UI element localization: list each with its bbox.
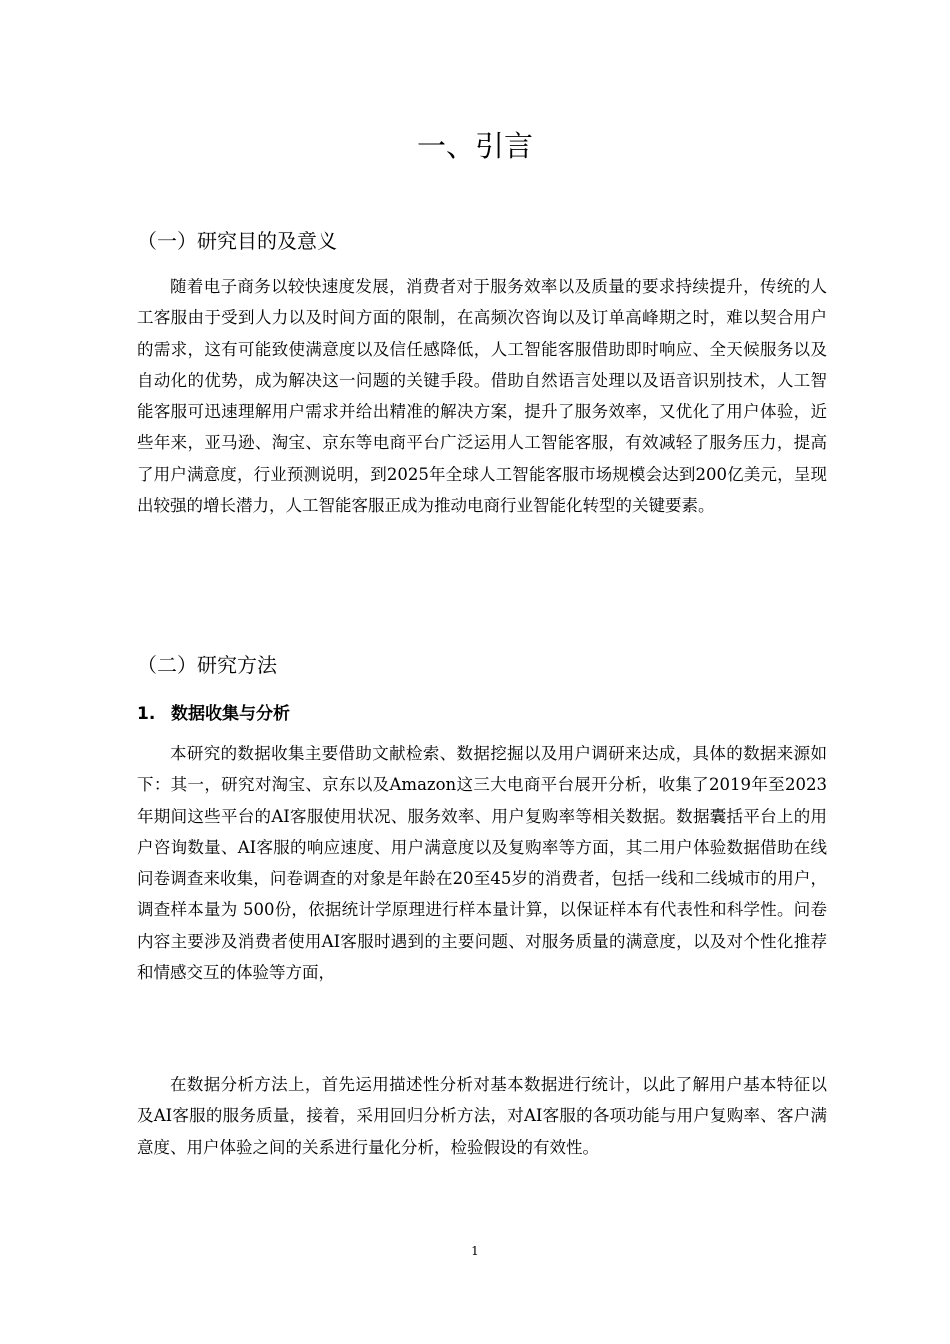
paragraph-purpose: 随着电子商务以较快速度发展，消费者对于服务效率以及质量的要求持续提升，传统的人工客服由于受到人力以及时间方面的限制，在高频次咨询以及订单高峰期之时，难以契合用户的需求，这有可能致使满意度以及信任感降低，人工智能客服借助即时响应、全天候服务以及自动化的优势，成为解决这一问题的关键手段。借助自然语言处理以及语音识别技术，人工智能客服可迅速理解用户需求并给出精准的解决方案，提升了服务效率，又优化了用户体验，近些年来，亚马逊、淘宝、京东等电商平台广泛运用人工智能客服，有效减轻了服务压力，提高了用户满意度，行业预测说明，到2025年全球人工智能客服市场规模会达到200亿美元，呈现出较强的增长潜力，人工智能客服正成为推动电商行业智能化转型的关键要素。 [137,277,827,516]
paragraph-data-collection: 本研究的数据收集主要借助文献检索、数据挖掘以及用户调研来达成，具体的数据来源如下：其一，研究对淘宝、京东以及Amazon这三大电商平台展开分析，收集了2019年至2023年期间这些平台的AI客服使用状况、服务效率、用户复购率等相关数据。数据囊括平台上的用户咨询数量、AI客服的响应速度、用户满意度以及复购率等方面，其二用户体验数据借助在线问卷调查来收集，问卷调查的对象是年龄在20至45岁的消费者，包括一线和二线城市的用户，调查样本量为 500份，依据统计学原理进行样本量计算，以保证样本有代表性和科学性。问卷内容主要涉及消费者使用AI客服时遇到的主要问题、对服务质量的满意度，以及对个性化推荐和情感交互的体验等方面， [137,744,827,983]
page-number: 1 [471,1244,479,1258]
section-heading-method: （二）研究方法 [137,653,277,677]
subsection-number: 1. [137,704,156,724]
subsection-heading-text: 数据收集与分析 [171,704,290,724]
paragraph-data-analysis: 在数据分析方法上，首先运用描述性分析对基本数据进行统计，以此了解用户基本特征以及AI客服的服务质量，接着，采用回归分析方法，对AI客服的各项功能与用户复购率、客户满意度、用户体验之间的关系进行量化分析，检验假设的有效性。 [137,1075,827,1157]
subsection-heading-data [137,701,290,727]
section-heading-purpose: （一）研究目的及意义 [137,229,337,253]
chapter-title: 一、引言 [416,129,533,163]
